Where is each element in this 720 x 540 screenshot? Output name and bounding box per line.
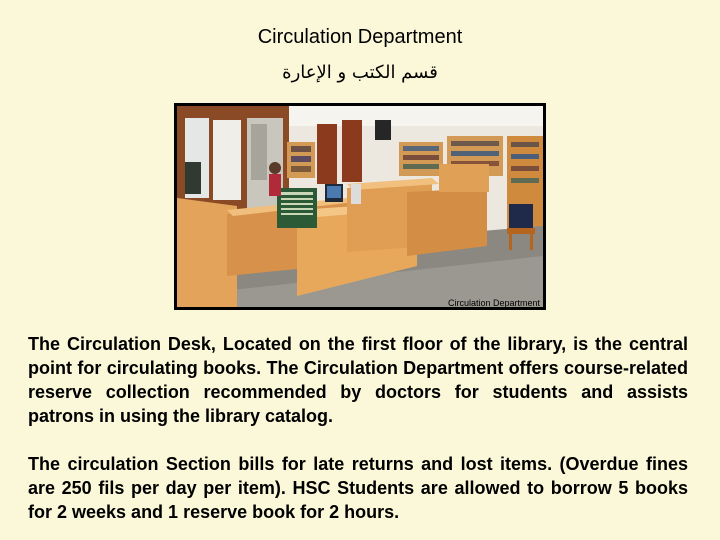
library-photo-frame bbox=[174, 103, 546, 310]
arabic-subtitle: قسم الكتب و الإعارة bbox=[282, 62, 438, 83]
paragraph-circulation-desk: The Circulation Desk, Located on the first floor of the library, is the central point for circulating books. The Circulation Department offers course-related reserve collection recommended by doctors for students and assists patrons in using the library catalog. bbox=[28, 334, 688, 426]
photo-caption: Circulation Department bbox=[447, 298, 540, 308]
circulation-desk-photo bbox=[177, 106, 543, 307]
page-title: Circulation Department bbox=[257, 26, 463, 48]
paragraph-circulation-rules: The circulation Section bills for late returns and lost items. (Overdue fines are 250 fils per day per item). HSC Students are allowed to borrow 5 books for 2 weeks and 1 reserve book for 2 hours. bbox=[28, 454, 688, 522]
